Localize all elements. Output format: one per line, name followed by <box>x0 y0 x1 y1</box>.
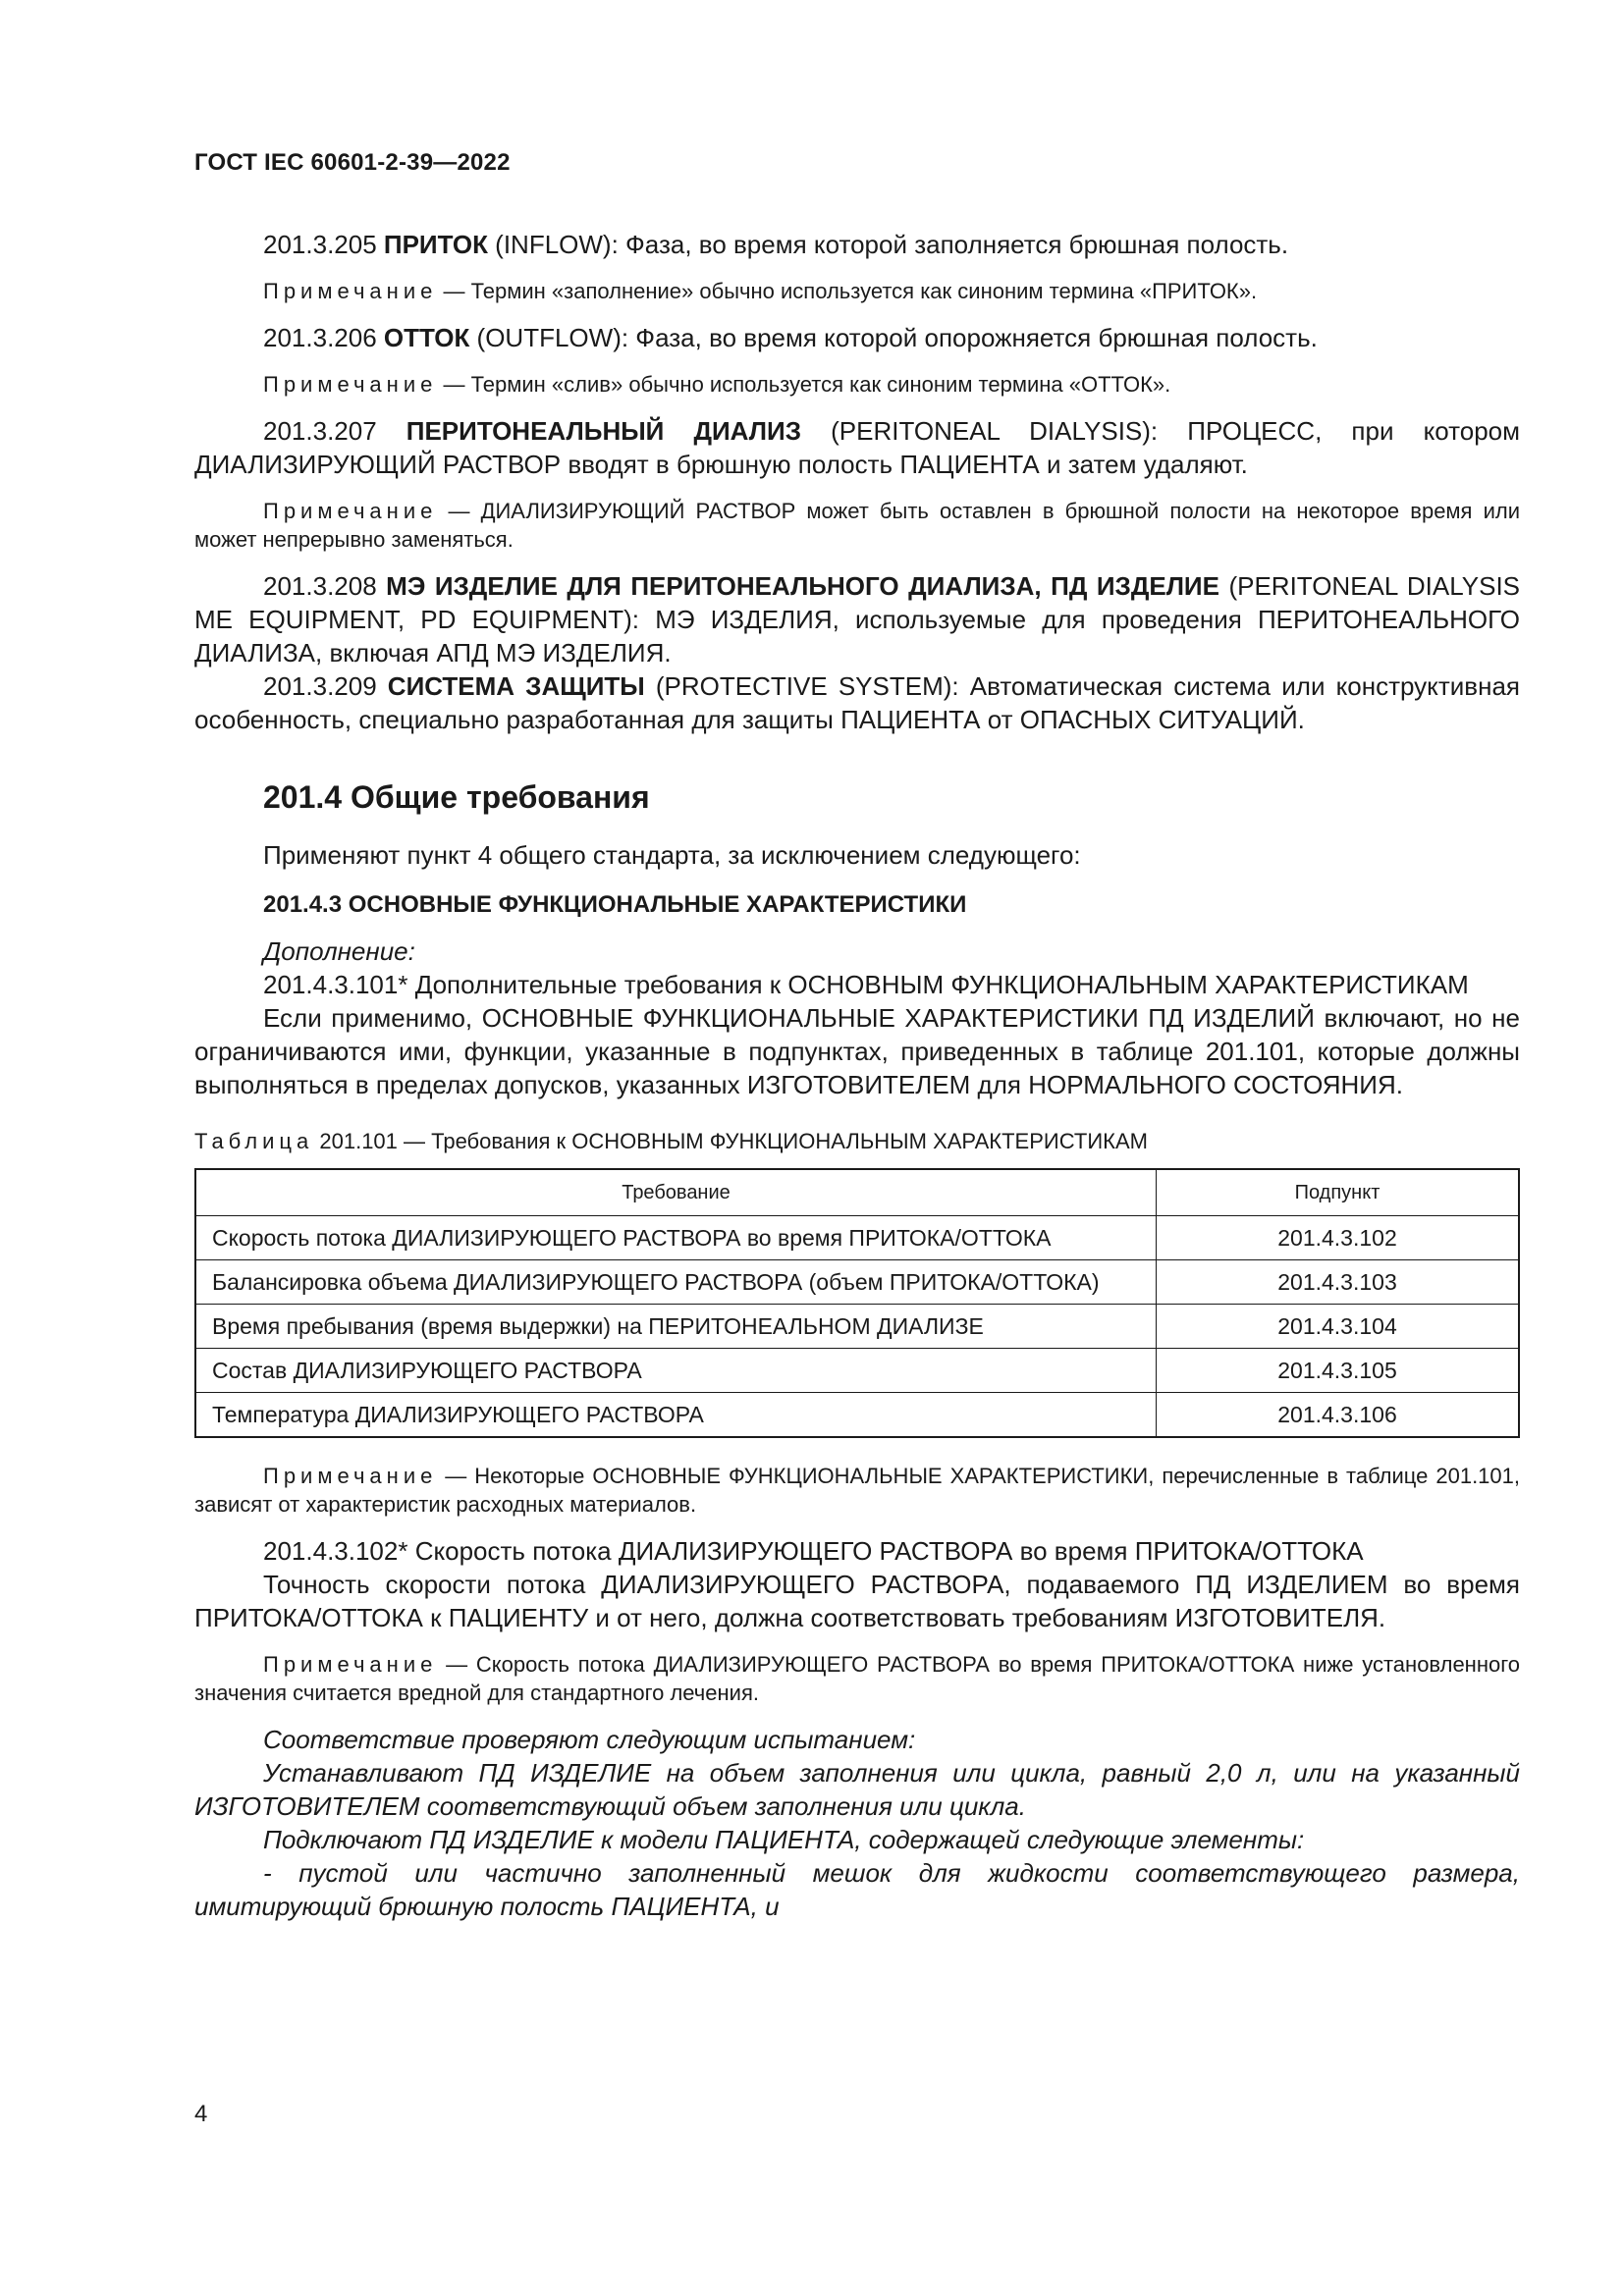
term-201-3-209: 201.3.209 СИСТЕМА ЗАЩИТЫ (PROTECTIVE SYSTEM): Автоматическая система или конструктивная особенность, специально разработанная для защиты ПАЦИЕНТА от ОПАСНЫХ СИТУАЦИЙ. <box>194 671 1520 734</box>
requirement-cell: Состав ДИАЛИЗИРУЮЩЕГО РАСТВОРА <box>195 1349 1157 1393</box>
note-201-3-207: Примечание — ДИАЛИЗИРУЮЩИЙ РАСТВОР может быть оставлен в брюшной полости на некоторое время или может непрерывно заменяться. <box>194 499 1520 552</box>
term-name: СИСТЕМА ЗАЩИТЫ <box>387 671 645 701</box>
page-content <box>194 228 1520 1923</box>
table-caption-label: Таблица <box>194 1129 314 1153</box>
table-row <box>195 1216 1519 1260</box>
requirement-cell: Время пребывания (время выдержки) на ПЕРИТОНЕАЛЬНОМ ДИАЛИЗЕ <box>195 1305 1157 1349</box>
note-201-3-205: Примечание — Термин «заполнение» обычно используется как синоним термина «ПРИТОК». <box>263 279 1258 303</box>
note-label: Примечание <box>263 1652 438 1677</box>
term-201-3-206: 201.3.206 ОТТОК (OUTFLOW): Фаза, во время которой опорожняется брюшная полость. <box>263 323 1318 352</box>
term-201-3-208: 201.3.208 МЭ ИЗДЕЛИЕ ДЛЯ ПЕРИТОНЕАЛЬНОГО ДИАЛИЗА, ПД ИЗДЕЛИЕ (PERITONEAL DIALYSIS ME EQUIPMENT, PD EQUIPMENT): МЭ ИЗДЕЛИЯ, используемые для проведения ПЕРИТОНЕАЛЬНОГО ДИАЛИЗА, включая АПД МЭ ИЗДЕЛИЯ. <box>194 571 1521 667</box>
term-name: ПРИТОК <box>383 230 488 259</box>
requirements-table <box>194 1168 1520 1438</box>
note-201-3-206: Примечание — Термин «слив» обычно используется как синоним термина «ОТТОК». <box>263 372 1171 397</box>
subsection-title: 201.4.3 ОСНОВНЫЕ ФУНКЦИОНАЛЬНЫЕ ХАРАКТЕРИСТИКИ <box>263 891 967 918</box>
table-header-row <box>195 1169 1519 1216</box>
compliance-step: Устанавливают ПД ИЗДЕЛИЕ на объем заполнения или цикла, равный 2,0 л, или на указанный ИЗГОТОВИТЕЛЕМ соответствующий объем заполнения или цикла. <box>194 1758 1520 1821</box>
note-label: Примечание <box>263 279 438 303</box>
column-header-subclause: Подпункт <box>1157 1169 1520 1216</box>
compliance-step: - пустой или частично заполненный мешок для жидкости соответствующего размера, имитирующий брюшную полость ПАЦИЕНТА, и <box>194 1858 1520 1921</box>
term-201-3-205: 201.3.205 ПРИТОК (INFLOW): Фаза, во время которой заполняется брюшная полость. <box>263 230 1289 259</box>
term-name: ОТТОК <box>383 323 470 352</box>
subclause-cell: 201.4.3.106 <box>1157 1393 1520 1438</box>
page-number: 4 <box>194 2101 208 2127</box>
compliance-intro: Соответствие проверяют следующим испытанием: <box>263 1725 916 1754</box>
column-header-requirement: Требование <box>195 1169 1157 1216</box>
requirement-cell: Скорость потока ДИАЛИЗИРУЮЩЕГО РАСТВОРА во время ПРИТОКА/ОТТОКА <box>195 1216 1157 1260</box>
note-label: Примечание <box>263 1464 438 1488</box>
compliance-step: Подключают ПД ИЗДЕЛИЕ к модели ПАЦИЕНТА, содержащей следующие элементы: <box>263 1825 1305 1854</box>
section-intro: Применяют пункт 4 общего стандарта, за исключением следующего: <box>263 840 1081 870</box>
section-title: 201.4 Общие требования <box>263 779 650 815</box>
note-table-201-101: Примечание — Некоторые ОСНОВНЫЕ ФУНКЦИОНАЛЬНЫЕ ХАРАКТЕРИСТИКИ, перечисленные в таблице 201.101, зависят от характеристик расходных материалов. <box>194 1464 1520 1517</box>
requirement-cell: Балансировка объема ДИАЛИЗИРУЮЩЕГО РАСТВОРА (объем ПРИТОКА/ОТТОКА) <box>195 1260 1157 1305</box>
note-201-4-3-102: Примечание — Скорость потока ДИАЛИЗИРУЮЩЕГО РАСТВОРА во время ПРИТОКА/ОТТОКА ниже установленного значения считается вредной для стандартного лечения. <box>194 1652 1520 1705</box>
standard-header: ГОСТ IEC 60601-2-39—2022 <box>194 149 511 176</box>
subclause-cell: 201.4.3.102 <box>1157 1216 1520 1260</box>
subclause-cell: 201.4.3.103 <box>1157 1260 1520 1305</box>
clause-201-4-3-102-title: 201.4.3.102* Скорость потока ДИАЛИЗИРУЮЩЕГО РАСТВОРА во время ПРИТОКА/ОТТОКА <box>263 1536 1364 1566</box>
table-row <box>195 1305 1519 1349</box>
term-name: ПЕРИТОНЕАЛЬНЫЙ ДИАЛИЗ <box>406 416 801 446</box>
note-label: Примечание <box>263 499 438 523</box>
note-label: Примечание <box>263 372 438 397</box>
table-row <box>195 1393 1519 1438</box>
table-row <box>195 1260 1519 1305</box>
table-row <box>195 1349 1519 1393</box>
term-201-3-207: 201.3.207 ПЕРИТОНЕАЛЬНЫЙ ДИАЛИЗ (PERITONEAL DIALYSIS): ПРОЦЕСС, при котором ДИАЛИЗИРУЮЩИЙ РАСТВОР вводят в брюшную полость ПАЦИЕНТА и затем удаляют. <box>194 416 1521 479</box>
clause-201-4-3-101-text: Если применимо, ОСНОВНЫЕ ФУНКЦИОНАЛЬНЫЕ ХАРАКТЕРИСТИКИ ПД ИЗДЕЛИЙ включают, но не ограничиваются ими, функции, указанные в подпунктах, приведенных в таблице 201.101, которые должны выполняться в пределах допусков, указанных ИЗГОТОВИТЕЛЕМ для НОРМАЛЬНОГО СОСТОЯНИЯ. <box>194 1003 1520 1099</box>
subclause-cell: 201.4.3.104 <box>1157 1305 1520 1349</box>
table-caption: Таблица 201.101 — Требования к ОСНОВНЫМ ФУНКЦИОНАЛЬНЫМ ХАРАКТЕРИСТИКАМ <box>194 1129 1148 1153</box>
clause-201-4-3-102-text: Точность скорости потока ДИАЛИЗИРУЮЩЕГО РАСТВОРА, подаваемого ПД ИЗДЕЛИЕМ во время ПРИТОКА/ОТТОКА к ПАЦИЕНТУ и от него, должна соответствовать требованиям ИЗГОТОВИТЕЛЯ. <box>194 1570 1520 1632</box>
clause-201-4-3-101-title: 201.4.3.101* Дополнительные требования к ОСНОВНЫМ ФУНКЦИОНАЛЬНЫМ ХАРАКТЕРИСТИКАМ <box>263 970 1469 999</box>
addition-label: Дополнение: <box>263 936 415 966</box>
subclause-cell: 201.4.3.105 <box>1157 1349 1520 1393</box>
requirement-cell: Температура ДИАЛИЗИРУЮЩЕГО РАСТВОРА <box>195 1393 1157 1438</box>
term-name: МЭ ИЗДЕЛИЕ ДЛЯ ПЕРИТОНЕАЛЬНОГО ДИАЛИЗА, ПД ИЗДЕЛИЕ <box>386 571 1219 601</box>
